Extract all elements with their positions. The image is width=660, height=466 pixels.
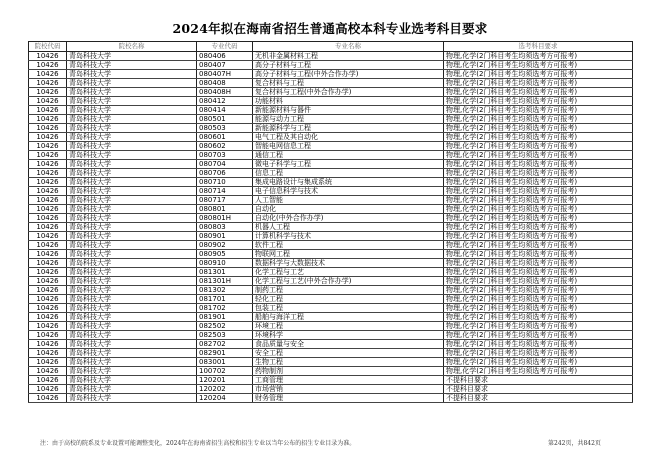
- school-name-cell: 青岛科技大学: [67, 195, 197, 204]
- table-row: [29, 258, 633, 267]
- school-name-cell: 青岛科技大学: [67, 330, 197, 339]
- school-code-cell: 10426: [29, 213, 67, 222]
- major-code-cell: 080501: [197, 114, 253, 123]
- school-code-cell: 10426: [29, 267, 67, 276]
- subject-requirement-cell: 物理,化学(2门科目考生均须选考方可报考): [444, 159, 633, 168]
- major-name-cell: 环境工程: [253, 321, 444, 330]
- table-row: [29, 276, 633, 285]
- major-code-cell: 080910: [197, 258, 253, 267]
- school-name-cell: 青岛科技大学: [67, 105, 197, 114]
- table-row: [29, 240, 633, 249]
- major-name-cell: 集成电路设计与集成系统: [253, 177, 444, 186]
- major-code-cell: 080803: [197, 222, 253, 231]
- subject-requirement-cell: 物理,化学(2门科目考生均须选考方可报考): [444, 312, 633, 321]
- school-code-cell: 10426: [29, 375, 67, 384]
- major-name-cell: 软件工程: [253, 240, 444, 249]
- subject-requirement-cell: 物理,化学(2门科目考生均须选考方可报考): [444, 366, 633, 375]
- school-name-cell: 青岛科技大学: [67, 96, 197, 105]
- table-row: [29, 348, 633, 357]
- major-code-cell: 080717: [197, 195, 253, 204]
- subject-requirement-cell: 物理,化学(2门科目考生均须选考方可报考): [444, 204, 633, 213]
- footer-note: 注：由于高校的院系及专业设置可能调整变化，2024年在海南省招生高校和招生专业以当年公布的招生专业目录为准。: [40, 440, 356, 447]
- table-row: [29, 132, 633, 141]
- major-name-cell: 安全工程: [253, 348, 444, 357]
- major-code-cell: 080706: [197, 168, 253, 177]
- school-name-cell: 青岛科技大学: [67, 231, 197, 240]
- subject-requirement-cell: 物理,化学(2门科目考生均须选考方可报考): [444, 123, 633, 132]
- school-code-cell: 10426: [29, 204, 67, 213]
- major-code-cell: 080601: [197, 132, 253, 141]
- major-name-cell: 功能材料: [253, 96, 444, 105]
- table-row: [29, 96, 633, 105]
- major-code-cell: 081301: [197, 267, 253, 276]
- major-name-cell: 自动化(中外合作办学): [253, 213, 444, 222]
- major-name-cell: 无机非金属材料工程: [253, 51, 444, 60]
- subject-requirement-cell: 物理,化学(2门科目考生均须选考方可报考): [444, 132, 633, 141]
- school-code-cell: 10426: [29, 249, 67, 258]
- school-name-cell: 青岛科技大学: [67, 348, 197, 357]
- school-name-cell: 青岛科技大学: [67, 204, 197, 213]
- major-name-cell: 食品质量与安全: [253, 339, 444, 348]
- table-row: [29, 285, 633, 294]
- major-code-cell: 080714: [197, 186, 253, 195]
- table-row: [29, 159, 633, 168]
- school-name-cell: 青岛科技大学: [67, 375, 197, 384]
- school-code-cell: 10426: [29, 51, 67, 60]
- school-code-cell: 10426: [29, 357, 67, 366]
- major-name-cell: 复合材料与工程: [253, 78, 444, 87]
- major-name-cell: 电子信息科学与技术: [253, 186, 444, 195]
- major-name-cell: 人工智能: [253, 195, 444, 204]
- school-code-cell: 10426: [29, 177, 67, 186]
- school-name-cell: 青岛科技大学: [67, 186, 197, 195]
- school-name-cell: 青岛科技大学: [67, 303, 197, 312]
- major-code-cell: 081901: [197, 312, 253, 321]
- school-name-cell: 青岛科技大学: [67, 258, 197, 267]
- school-name-cell: 青岛科技大学: [67, 114, 197, 123]
- table-row: [29, 312, 633, 321]
- major-code-cell: 120202: [197, 384, 253, 393]
- major-name-cell: 财务管理: [253, 393, 444, 402]
- school-name-cell: 青岛科技大学: [67, 141, 197, 150]
- school-code-cell: 10426: [29, 285, 67, 294]
- major-name-cell: 高分子材料与工程: [253, 60, 444, 69]
- table-row: [29, 231, 633, 240]
- major-code-cell: 083001: [197, 357, 253, 366]
- school-name-cell: 青岛科技大学: [67, 240, 197, 249]
- school-code-cell: 10426: [29, 294, 67, 303]
- table-row: [29, 267, 633, 276]
- major-code-cell: 082901: [197, 348, 253, 357]
- school-name-cell: 青岛科技大学: [67, 60, 197, 69]
- subject-requirement-cell: 物理,化学(2门科目考生均须选考方可报考): [444, 105, 633, 114]
- table-row: [29, 60, 633, 69]
- subject-requirement-cell: 物理,化学(2门科目考生均须选考方可报考): [444, 213, 633, 222]
- subject-requirement-cell: 物理,化学(2门科目考生均须选考方可报考): [444, 114, 633, 123]
- school-code-cell: 10426: [29, 114, 67, 123]
- major-name-cell: 能源与动力工程: [253, 114, 444, 123]
- major-code-cell: 081301H: [197, 276, 253, 285]
- major-code-cell: 080412: [197, 96, 253, 105]
- school-code-cell: 10426: [29, 141, 67, 150]
- major-code-cell: 080703: [197, 150, 253, 159]
- subject-requirement-cell: 物理,化学(2门科目考生均须选考方可报考): [444, 51, 633, 60]
- subject-requirement-cell: 物理,化学(2门科目考生均须选考方可报考): [444, 303, 633, 312]
- table-row: [29, 177, 633, 186]
- page-title: 2024年拟在海南省招生普通高校本科专业选考科目要求: [172, 21, 488, 36]
- school-code-cell: 10426: [29, 321, 67, 330]
- major-name-cell: 药物制剂: [253, 366, 444, 375]
- school-code-cell: 10426: [29, 348, 67, 357]
- major-code-cell: 080407H: [197, 69, 253, 78]
- header-major-code: 专业代码: [197, 42, 253, 52]
- subject-requirement-cell: 物理,化学(2门科目考生均须选考方可报考): [444, 231, 633, 240]
- school-name-cell: 青岛科技大学: [67, 339, 197, 348]
- school-name-cell: 青岛科技大学: [67, 150, 197, 159]
- major-code-cell: 120201: [197, 375, 253, 384]
- major-name-cell: 轻化工程: [253, 294, 444, 303]
- major-code-cell: 080901: [197, 231, 253, 240]
- subject-requirement-cell: 物理,化学(2门科目考生均须选考方可报考): [444, 186, 633, 195]
- subject-requirement-cell: 物理,化学(2门科目考生均须选考方可报考): [444, 177, 633, 186]
- major-name-cell: 化学工程与工艺: [253, 267, 444, 276]
- major-code-cell: 082702: [197, 339, 253, 348]
- school-code-cell: 10426: [29, 78, 67, 87]
- subject-requirement-cell: 物理,化学(2门科目考生均须选考方可报考): [444, 276, 633, 285]
- table-row: [29, 393, 633, 402]
- major-code-cell: 080408H: [197, 87, 253, 96]
- table-row: [29, 141, 633, 150]
- subject-requirement-cell: 物理,化学(2门科目考生均须选考方可报考): [444, 60, 633, 69]
- subject-requirement-cell: 物理,化学(2门科目考生均须选考方可报考): [444, 267, 633, 276]
- subject-requirement-cell: 物理,化学(2门科目考生均须选考方可报考): [444, 222, 633, 231]
- major-code-cell: 080704: [197, 159, 253, 168]
- subject-requirement-cell: 物理,化学(2门科目考生均须选考方可报考): [444, 339, 633, 348]
- major-code-cell: 080801H: [197, 213, 253, 222]
- school-name-cell: 青岛科技大学: [67, 357, 197, 366]
- major-code-cell: 080407: [197, 60, 253, 69]
- major-name-cell: 电气工程及其自动化: [253, 132, 444, 141]
- subject-requirement-cell: 物理,化学(2门科目考生均须选考方可报考): [444, 141, 633, 150]
- school-code-cell: 10426: [29, 96, 67, 105]
- table-row: [29, 357, 633, 366]
- table-row: [29, 249, 633, 258]
- page-number: 第242页，共842页: [548, 440, 601, 447]
- school-code-cell: 10426: [29, 240, 67, 249]
- major-code-cell: 080801: [197, 204, 253, 213]
- table-row: [29, 168, 633, 177]
- table-row: [29, 186, 633, 195]
- school-name-cell: 青岛科技大学: [67, 312, 197, 321]
- school-name-cell: 青岛科技大学: [67, 393, 197, 402]
- school-name-cell: 青岛科技大学: [67, 159, 197, 168]
- major-name-cell: 包装工程: [253, 303, 444, 312]
- school-code-cell: 10426: [29, 384, 67, 393]
- school-name-cell: 青岛科技大学: [67, 87, 197, 96]
- table-row: [29, 222, 633, 231]
- school-name-cell: 青岛科技大学: [67, 321, 197, 330]
- major-code-cell: 100702: [197, 366, 253, 375]
- major-name-cell: 新能源材料与器件: [253, 105, 444, 114]
- school-code-cell: 10426: [29, 312, 67, 321]
- subject-requirement-cell: 物理,化学(2门科目考生均须选考方可报考): [444, 168, 633, 177]
- major-name-cell: 复合材料与工程(中外合作办学): [253, 87, 444, 96]
- header-subject-requirement: 选考科目要求: [444, 42, 633, 52]
- table-header-row: [29, 42, 633, 52]
- table-row: [29, 51, 633, 60]
- subject-requirement-cell: 物理,化学(2门科目考生均须选考方可报考): [444, 240, 633, 249]
- school-code-cell: 10426: [29, 195, 67, 204]
- major-code-cell: 080503: [197, 123, 253, 132]
- major-code-cell: 082502: [197, 321, 253, 330]
- major-name-cell: 机器人工程: [253, 222, 444, 231]
- table-row: [29, 294, 633, 303]
- major-name-cell: 制药工程: [253, 285, 444, 294]
- major-name-cell: 船舶与海洋工程: [253, 312, 444, 321]
- table-row: [29, 213, 633, 222]
- major-name-cell: 物联网工程: [253, 249, 444, 258]
- table-row: [29, 375, 633, 384]
- subject-requirement-cell: 物理,化学(2门科目考生均须选考方可报考): [444, 69, 633, 78]
- header-school-code: 院校代码: [29, 42, 67, 52]
- major-code-cell: 080408: [197, 78, 253, 87]
- school-code-cell: 10426: [29, 60, 67, 69]
- table-row: [29, 339, 633, 348]
- subject-requirement-cell: 物理,化学(2门科目考生均须选考方可报考): [444, 96, 633, 105]
- school-code-cell: 10426: [29, 222, 67, 231]
- school-code-cell: 10426: [29, 87, 67, 96]
- table-row: [29, 123, 633, 132]
- school-name-cell: 青岛科技大学: [67, 78, 197, 87]
- major-code-cell: 081701: [197, 294, 253, 303]
- requirements-table: [28, 41, 633, 403]
- header-major-name: 专业名称: [253, 42, 444, 52]
- major-code-cell: 080905: [197, 249, 253, 258]
- header-school-name: 院校名称: [67, 42, 197, 52]
- table-row: [29, 366, 633, 375]
- major-name-cell: 化学工程与工艺(中外合作办学): [253, 276, 444, 285]
- school-code-cell: 10426: [29, 393, 67, 402]
- major-code-cell: 080710: [197, 177, 253, 186]
- school-name-cell: 青岛科技大学: [67, 276, 197, 285]
- major-name-cell: 微电子科学与工程: [253, 159, 444, 168]
- major-code-cell: 080406: [197, 51, 253, 60]
- school-name-cell: 青岛科技大学: [67, 222, 197, 231]
- school-code-cell: 10426: [29, 366, 67, 375]
- table-row: [29, 321, 633, 330]
- subject-requirement-cell: 物理,化学(2门科目考生均须选考方可报考): [444, 249, 633, 258]
- subject-requirement-cell: 物理,化学(2门科目考生均须选考方可报考): [444, 150, 633, 159]
- subject-requirement-cell: 不提科目要求: [444, 393, 633, 402]
- school-name-cell: 青岛科技大学: [67, 69, 197, 78]
- table-row: [29, 87, 633, 96]
- subject-requirement-cell: 物理,化学(2门科目考生均须选考方可报考): [444, 294, 633, 303]
- major-code-cell: 081302: [197, 285, 253, 294]
- table-row: [29, 330, 633, 339]
- subject-requirement-cell: 物理,化学(2门科目考生均须选考方可报考): [444, 285, 633, 294]
- school-code-cell: 10426: [29, 159, 67, 168]
- major-name-cell: 智能电网信息工程: [253, 141, 444, 150]
- table-row: [29, 384, 633, 393]
- subject-requirement-cell: 物理,化学(2门科目考生均须选考方可报考): [444, 357, 633, 366]
- school-code-cell: 10426: [29, 105, 67, 114]
- major-name-cell: 工商管理: [253, 375, 444, 384]
- school-code-cell: 10426: [29, 258, 67, 267]
- major-name-cell: 计算机科学与技术: [253, 231, 444, 240]
- school-code-cell: 10426: [29, 69, 67, 78]
- school-code-cell: 10426: [29, 186, 67, 195]
- table-row: [29, 105, 633, 114]
- subject-requirement-cell: 物理,化学(2门科目考生均须选考方可报考): [444, 87, 633, 96]
- major-name-cell: 生物工程: [253, 357, 444, 366]
- major-name-cell: 环境科学: [253, 330, 444, 339]
- school-name-cell: 青岛科技大学: [67, 366, 197, 375]
- school-name-cell: 青岛科技大学: [67, 213, 197, 222]
- school-code-cell: 10426: [29, 276, 67, 285]
- school-name-cell: 青岛科技大学: [67, 168, 197, 177]
- table-row: [29, 150, 633, 159]
- school-code-cell: 10426: [29, 150, 67, 159]
- table-row: [29, 69, 633, 78]
- school-name-cell: 青岛科技大学: [67, 294, 197, 303]
- school-code-cell: 10426: [29, 123, 67, 132]
- subject-requirement-cell: 物理,化学(2门科目考生均须选考方可报考): [444, 195, 633, 204]
- subject-requirement-cell: 物理,化学(2门科目考生均须选考方可报考): [444, 348, 633, 357]
- school-name-cell: 青岛科技大学: [67, 285, 197, 294]
- major-code-cell: 081702: [197, 303, 253, 312]
- table-row: [29, 195, 633, 204]
- school-name-cell: 青岛科技大学: [67, 249, 197, 258]
- subject-requirement-cell: 物理,化学(2门科目考生均须选考方可报考): [444, 258, 633, 267]
- subject-requirement-cell: 物理,化学(2门科目考生均须选考方可报考): [444, 78, 633, 87]
- school-name-cell: 青岛科技大学: [67, 132, 197, 141]
- school-code-cell: 10426: [29, 132, 67, 141]
- school-code-cell: 10426: [29, 231, 67, 240]
- major-name-cell: 高分子材料与工程(中外合作办学): [253, 69, 444, 78]
- major-code-cell: 080602: [197, 141, 253, 150]
- school-code-cell: 10426: [29, 168, 67, 177]
- school-name-cell: 青岛科技大学: [67, 384, 197, 393]
- school-code-cell: 10426: [29, 330, 67, 339]
- table-row: [29, 78, 633, 87]
- school-name-cell: 青岛科技大学: [67, 51, 197, 60]
- major-name-cell: 数据科学与大数据技术: [253, 258, 444, 267]
- subject-requirement-cell: 物理,化学(2门科目考生均须选考方可报考): [444, 330, 633, 339]
- table-row: [29, 303, 633, 312]
- major-code-cell: 082503: [197, 330, 253, 339]
- school-code-cell: 10426: [29, 339, 67, 348]
- school-name-cell: 青岛科技大学: [67, 177, 197, 186]
- school-code-cell: 10426: [29, 303, 67, 312]
- subject-requirement-cell: 物理,化学(2门科目考生均须选考方可报考): [444, 321, 633, 330]
- school-name-cell: 青岛科技大学: [67, 267, 197, 276]
- table-row: [29, 204, 633, 213]
- school-name-cell: 青岛科技大学: [67, 123, 197, 132]
- major-name-cell: 新能源科学与工程: [253, 123, 444, 132]
- table-row: [29, 114, 633, 123]
- major-name-cell: 通信工程: [253, 150, 444, 159]
- subject-requirement-cell: 不提科目要求: [444, 375, 633, 384]
- major-name-cell: 自动化: [253, 204, 444, 213]
- major-code-cell: 120204: [197, 393, 253, 402]
- major-code-cell: 080902: [197, 240, 253, 249]
- major-name-cell: 市场营销: [253, 384, 444, 393]
- major-name-cell: 信息工程: [253, 168, 444, 177]
- subject-requirement-cell: 不提科目要求: [444, 384, 633, 393]
- major-code-cell: 080414: [197, 105, 253, 114]
